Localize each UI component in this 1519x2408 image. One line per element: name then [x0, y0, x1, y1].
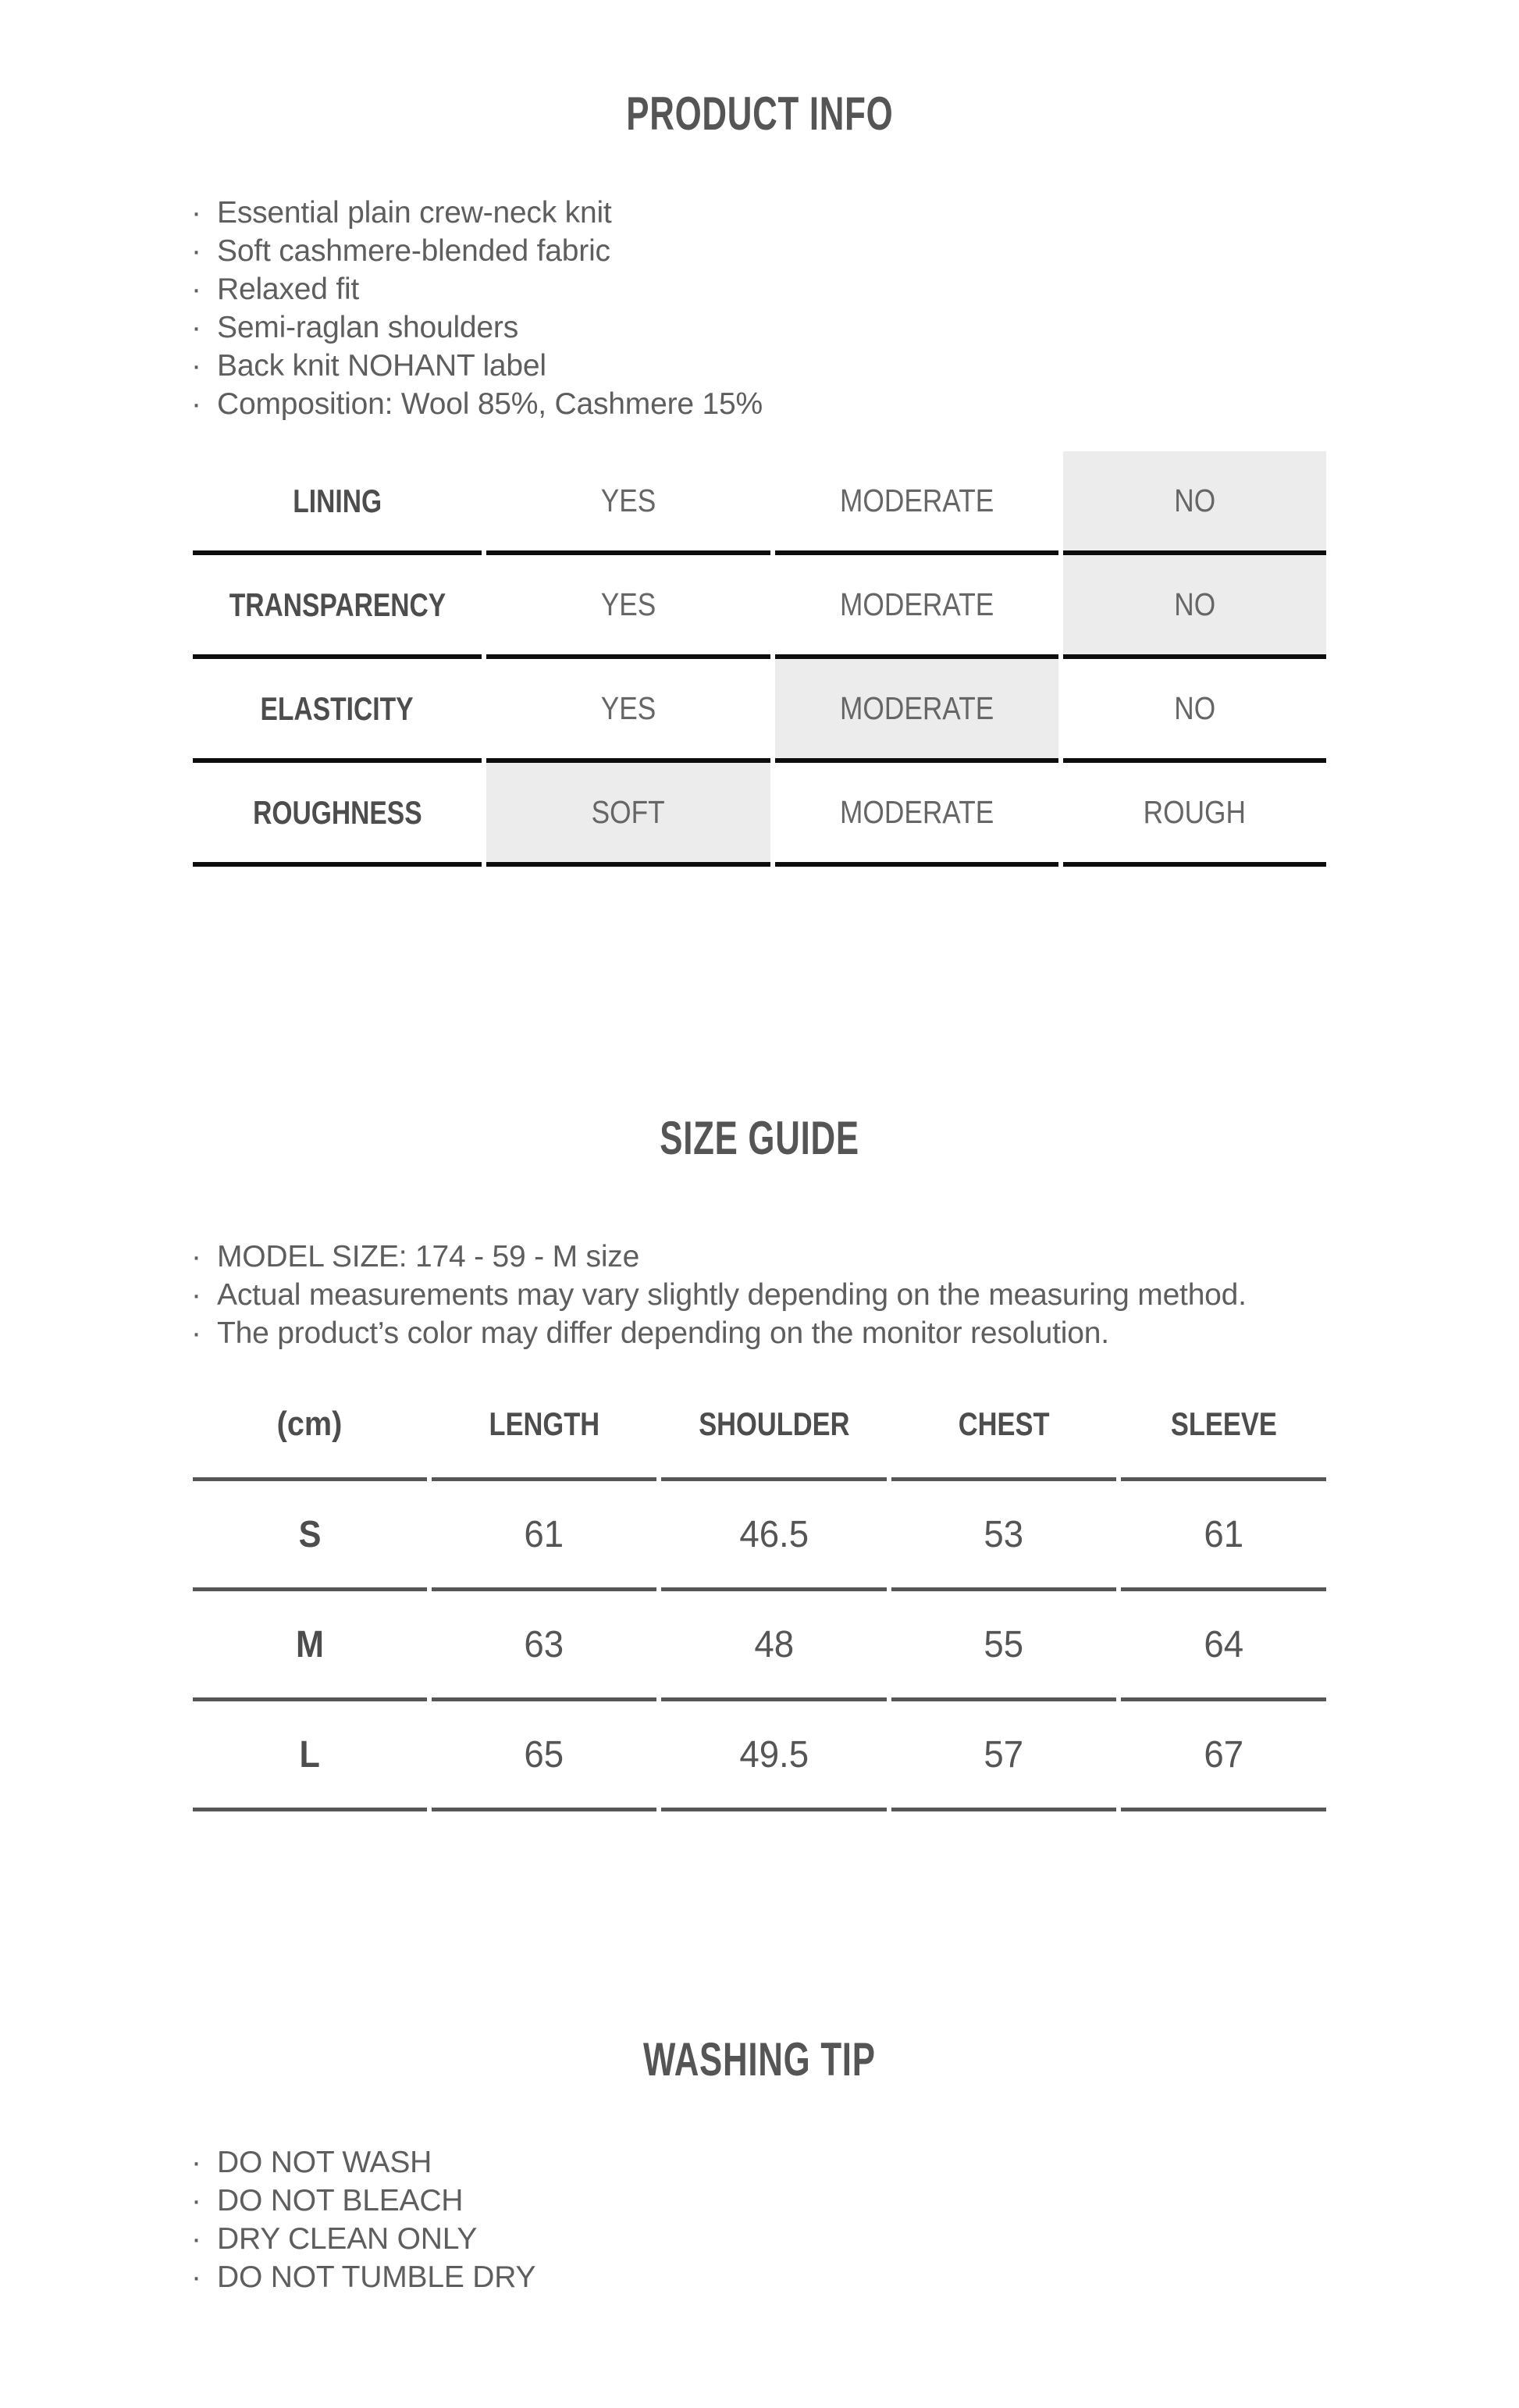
fabric-option-cell: MODERATE — [775, 451, 1058, 555]
table-row — [193, 1481, 1326, 1591]
table-row — [193, 451, 1326, 555]
size-value-cell: 61 — [432, 1481, 656, 1591]
fabric-option-cell: NO — [1063, 451, 1326, 555]
table-row — [193, 1591, 1326, 1701]
product-feature-item: · Soft cashmere-blended fabric — [191, 232, 1519, 270]
size-value-cell: 53 — [891, 1481, 1116, 1591]
product-feature-item: · Back knit NOHANT label — [191, 347, 1519, 385]
size-unit-header: (cm) — [193, 1371, 427, 1481]
washing-tip-title: WASHING TIP — [643, 2033, 876, 2086]
fabric-option-cell: YES — [486, 659, 770, 763]
size-value-cell: 65 — [432, 1701, 656, 1811]
size-note-item: · Actual measurements may vary slightly depending on the measuring method. — [191, 1276, 1519, 1314]
fabric-option-cell: ROUGH — [1063, 763, 1326, 867]
table-row — [193, 763, 1326, 867]
product-feature-item: · Relaxed fit — [191, 270, 1519, 308]
washing-instruction-item: · DO NOT BLEACH — [191, 2182, 1519, 2220]
product-feature-item: · Semi-raglan shoulders — [191, 308, 1519, 347]
size-table — [188, 1371, 1331, 1811]
size-value-cell: 64 — [1121, 1591, 1326, 1701]
washing-instruction-item: · DO NOT WASH — [191, 2143, 1519, 2182]
size-note-list — [191, 1238, 1519, 1352]
size-column-header: SHOULDER — [661, 1371, 886, 1481]
size-row-label: M — [193, 1591, 427, 1701]
size-note-item: · The product’s color may differ depending on the monitor resolution. — [191, 1314, 1519, 1352]
size-column-header: SLEEVE — [1121, 1371, 1326, 1481]
fabric-option-cell: MODERATE — [775, 659, 1058, 763]
product-info-section — [0, 0, 1519, 867]
table-row — [193, 1701, 1326, 1811]
size-value-cell: 48 — [661, 1591, 886, 1701]
washing-instruction-list — [191, 2143, 1519, 2296]
fabric-option-cell: NO — [1063, 555, 1326, 659]
size-column-header: CHEST — [891, 1371, 1116, 1481]
size-value-cell: 57 — [891, 1701, 1116, 1811]
fabric-row-label: ROUGHNESS — [193, 763, 482, 867]
fabric-row-label: LINING — [193, 451, 482, 555]
washing-instruction-item: · DRY CLEAN ONLY — [191, 2220, 1519, 2258]
size-value-cell: 46.5 — [661, 1481, 886, 1591]
fabric-option-cell: YES — [486, 451, 770, 555]
size-note-item: · MODEL SIZE: 174 - 59 - M size — [191, 1238, 1519, 1276]
table-row — [193, 555, 1326, 659]
fabric-option-cell: SOFT — [486, 763, 770, 867]
size-value-cell: 49.5 — [661, 1701, 886, 1811]
size-guide-section — [0, 1112, 1519, 1811]
fabric-row-label: ELASTICITY — [193, 659, 482, 763]
size-table-header-row — [193, 1371, 1326, 1481]
washing-tip-section — [0, 2033, 1519, 2296]
fabric-option-cell: NO — [1063, 659, 1326, 763]
size-value-cell: 55 — [891, 1591, 1116, 1701]
product-info-title: PRODUCT INFO — [625, 87, 894, 140]
product-feature-list — [191, 194, 1519, 423]
size-value-cell: 63 — [432, 1591, 656, 1701]
fabric-property-table — [188, 451, 1331, 867]
product-feature-item: · Essential plain crew-neck knit — [191, 194, 1519, 232]
size-value-cell: 61 — [1121, 1481, 1326, 1591]
size-guide-title: SIZE GUIDE — [660, 1112, 859, 1164]
size-row-label: L — [193, 1701, 427, 1811]
fabric-option-cell: MODERATE — [775, 763, 1058, 867]
size-value-cell: 67 — [1121, 1701, 1326, 1811]
fabric-row-label: TRANSPARENCY — [193, 555, 482, 659]
washing-instruction-item: · DO NOT TUMBLE DRY — [191, 2258, 1519, 2296]
table-row — [193, 659, 1326, 763]
product-feature-item: · Composition: Wool 85%, Cashmere 15% — [191, 385, 1519, 423]
fabric-option-cell: YES — [486, 555, 770, 659]
fabric-option-cell: MODERATE — [775, 555, 1058, 659]
size-row-label: S — [193, 1481, 427, 1591]
size-column-header: LENGTH — [432, 1371, 656, 1481]
